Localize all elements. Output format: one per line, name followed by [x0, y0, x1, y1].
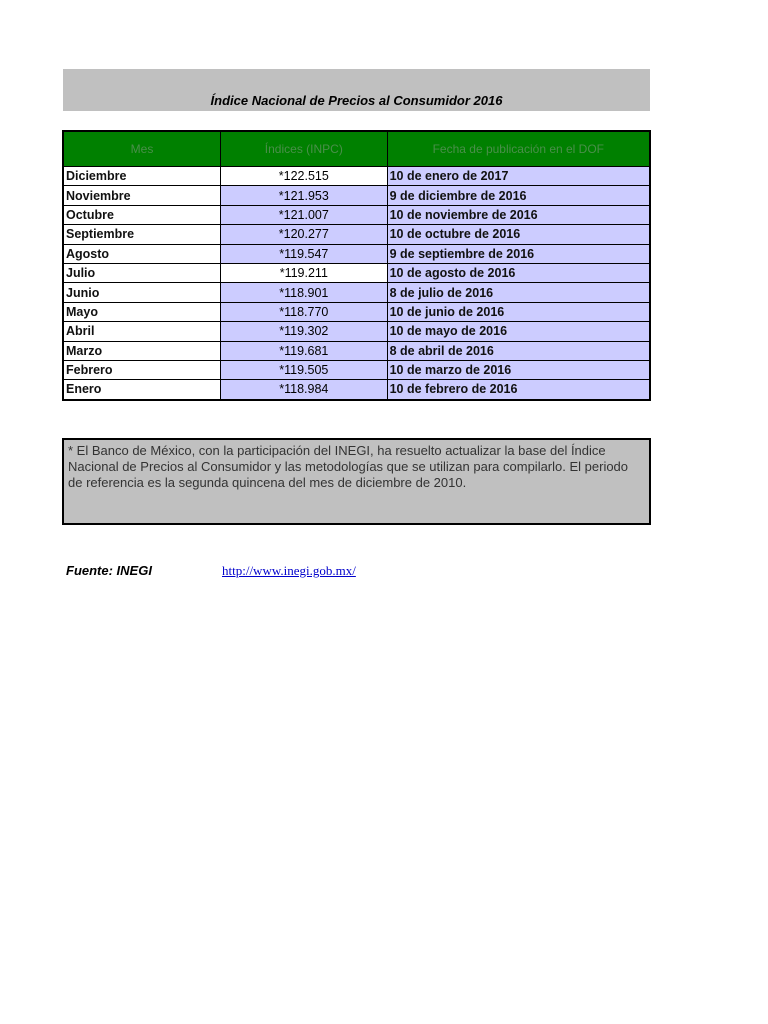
- cell-indice: *119.547: [221, 244, 388, 263]
- cell-fecha: 10 de agosto de 2016: [387, 263, 650, 282]
- cell-mes: Octubre: [63, 205, 221, 224]
- cell-indice: *121.953: [221, 186, 388, 205]
- inpc-table: [62, 130, 651, 401]
- cell-indice: *119.681: [221, 341, 388, 360]
- cell-indice: *119.211: [221, 263, 388, 282]
- cell-fecha: 9 de septiembre de 2016: [387, 244, 650, 263]
- methodology-note: * El Banco de México, con la participación del INEGI, ha resuelto actualizar la base del Índice Nacional de Precios al Consumidor y las metodologías que se utilizan para compilarlo. El periodo de referencia es la segunda quincena del mes de diciembre de 2010.: [62, 438, 651, 525]
- cell-fecha: 10 de mayo de 2016: [387, 322, 650, 341]
- cell-mes: Diciembre: [63, 167, 221, 186]
- cell-fecha: 8 de julio de 2016: [387, 283, 650, 302]
- cell-mes: Junio: [63, 283, 221, 302]
- title-bar: [63, 69, 650, 111]
- cell-mes: Noviembre: [63, 186, 221, 205]
- cell-fecha: 10 de noviembre de 2016: [387, 205, 650, 224]
- table-row: [63, 302, 650, 321]
- cell-mes: Mayo: [63, 302, 221, 321]
- cell-fecha: 8 de abril de 2016: [387, 341, 650, 360]
- page-title: Índice Nacional de Precios al Consumidor 2016: [210, 93, 503, 108]
- table-row: [63, 283, 650, 302]
- table-row: [63, 380, 650, 400]
- cell-indice: *119.505: [221, 360, 388, 379]
- cell-indice: *121.007: [221, 205, 388, 224]
- cell-fecha: 10 de febrero de 2016: [387, 380, 650, 400]
- cell-mes: Abril: [63, 322, 221, 341]
- cell-mes: Agosto: [63, 244, 221, 263]
- table-row: [63, 186, 650, 205]
- table-row: [63, 263, 650, 282]
- inegi-link[interactable]: http://www.inegi.gob.mx/: [222, 563, 356, 578]
- header-mes: Mes: [63, 131, 221, 167]
- cell-mes: Febrero: [63, 360, 221, 379]
- table-row: [63, 322, 650, 341]
- table-row: [63, 244, 650, 263]
- cell-indice: *118.901: [221, 283, 388, 302]
- cell-fecha: 9 de diciembre de 2016: [387, 186, 650, 205]
- source-label: Fuente: INEGI: [66, 563, 152, 578]
- cell-mes: Julio: [63, 263, 221, 282]
- cell-mes: Enero: [63, 380, 221, 400]
- cell-indice: *120.277: [221, 225, 388, 244]
- cell-indice: *122.515: [221, 167, 388, 186]
- table-row: [63, 205, 650, 224]
- cell-fecha: 10 de enero de 2017: [387, 167, 650, 186]
- cell-fecha: 10 de octubre de 2016: [387, 225, 650, 244]
- table-row: [63, 360, 650, 379]
- table-row: [63, 225, 650, 244]
- table-row: [63, 167, 650, 186]
- cell-mes: Marzo: [63, 341, 221, 360]
- cell-indice: *119.302: [221, 322, 388, 341]
- header-indices: Índices (INPC): [221, 131, 388, 167]
- cell-mes: Septiembre: [63, 225, 221, 244]
- cell-indice: *118.770: [221, 302, 388, 321]
- cell-fecha: 10 de junio de 2016: [387, 302, 650, 321]
- table-row: [63, 341, 650, 360]
- header-fecha: Fecha de publicación en el DOF: [387, 131, 650, 167]
- table-header-row: [63, 131, 650, 167]
- cell-fecha: 10 de marzo de 2016: [387, 360, 650, 379]
- cell-indice: *118.984: [221, 380, 388, 400]
